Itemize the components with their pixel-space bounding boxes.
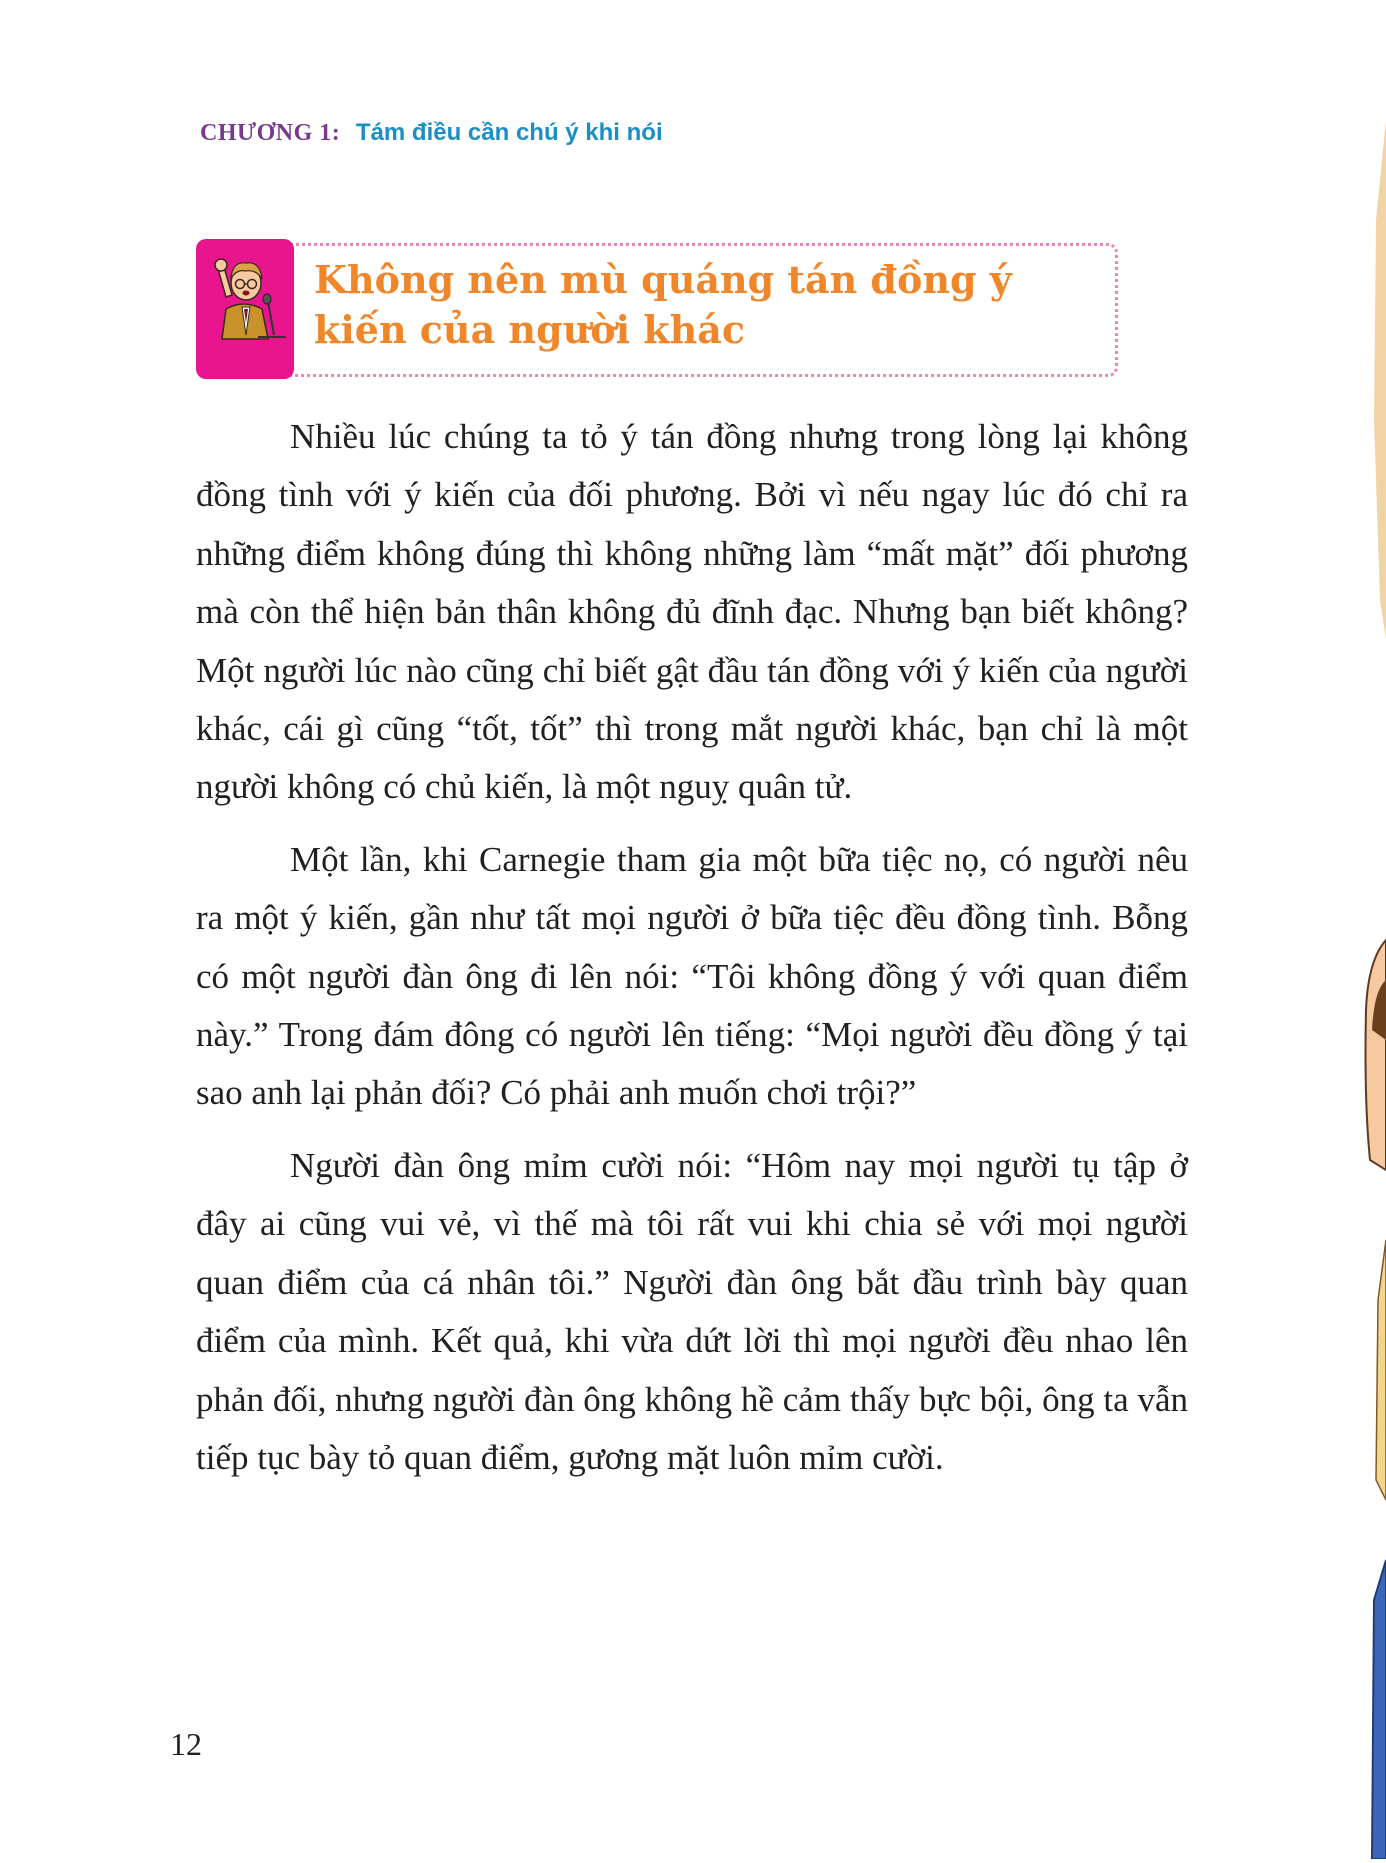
paragraph: Một lần, khi Carnegie tham gia một bữa tiệc nọ, có người nêu ra một ý kiến, gần như tất mọi người ở bữa tiệc đều đồng tình. Bỗng có một người đàn ông đi lên nói: “Tôi không đồng ý với quan điểm này.” Trong đám đông có người lên tiếng: “Mọi người đều đồng ý tại sao anh lại phản đối? Có phải anh muốn chơi trội?” bbox=[196, 839, 1188, 1113]
paragraph: Người đàn ông mỉm cười nói: “Hôm nay mọi người tụ tập ở đây ai cũng vui vẻ, vì thế mà tôi rất vui khi chia sẻ với mọi người quan điểm của cá nhân tôi.” Người đàn ông bắt đầu trình bày quan điểm của mình. Kết quả, khi vừa dứt lời thì mọi người đều nhao lên phản đối, nhưng người đàn ông không hề cảm thấy bực bội, ông ta vẫn tiếp tục bày tỏ quan điểm, gương mặt luôn mỉm cười. bbox=[196, 1145, 1188, 1477]
running-header bbox=[200, 118, 663, 147]
edge-illustration bbox=[1362, 0, 1386, 1859]
chapter-label: CHƯƠNG 1: bbox=[200, 120, 341, 146]
page-number: 12 bbox=[170, 1726, 202, 1762]
speaker-man-icon bbox=[196, 239, 294, 379]
paragraph: Nhiều lúc chúng ta tỏ ý tán đồng nhưng trong lòng lại không đồng tình với ý kiến của đối phương. Bởi vì nếu ngay lúc đó chỉ ra những điểm không đúng thì không những làm “mất mặt” đối phương mà còn thể hiện bản thân không đủ đĩnh đạc. Nhưng bạn biết không? Một người lúc nào cũng chỉ biết gật đầu tán đồng với ý kiến của người khác, cái gì cũng “tốt, tốt” thì trong mắt người khác, bạn chỉ là một người không có chủ kiến, là một nguỵ quân tử. bbox=[196, 417, 1188, 807]
chapter-title: Tám điều cần chú ý khi nói bbox=[355, 119, 663, 146]
body-text bbox=[196, 408, 1188, 1501]
section-title: Không nên mù quáng tán đồng ý kiến của người khác bbox=[314, 257, 1012, 352]
section-title-box bbox=[196, 239, 1114, 377]
